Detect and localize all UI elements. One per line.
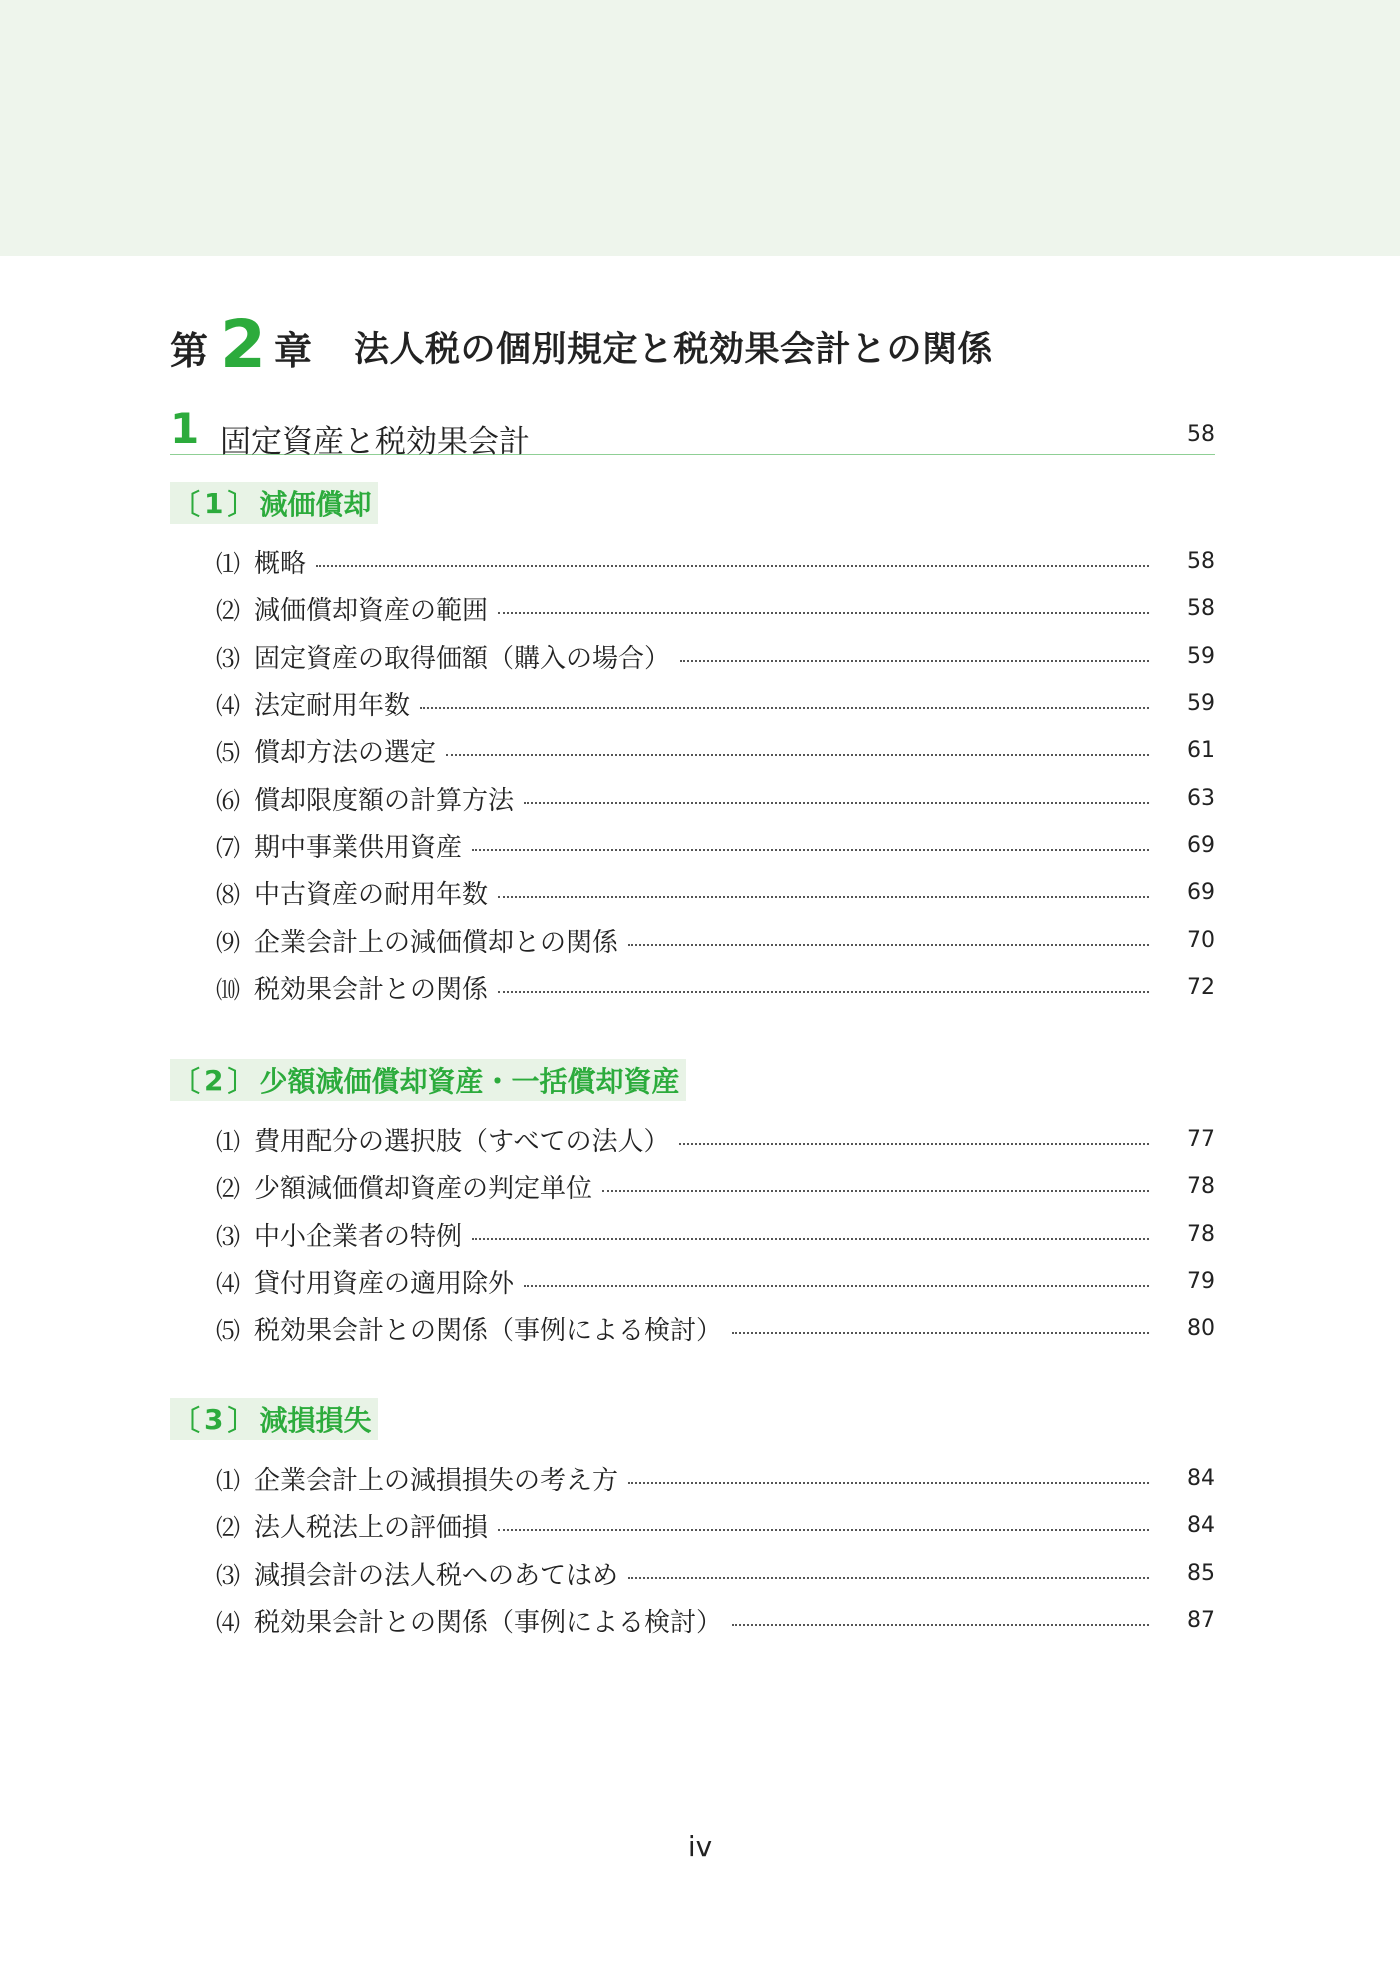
toc-item[interactable] [216, 1211, 1215, 1258]
toc-item-title: 法人税法上の評価損 [254, 1513, 489, 1544]
toc-item-number: ⑵ [216, 1514, 240, 1543]
toc-item-page: 69 [1187, 832, 1215, 858]
toc-item-page: 84 [1187, 1513, 1215, 1539]
toc-item-page: 87 [1187, 1608, 1215, 1634]
chapter-title: 法人税の個別規定と税効果会計との関係 [353, 330, 993, 370]
dot-leader [472, 1237, 1149, 1240]
toc-item-page: 84 [1187, 1466, 1215, 1492]
subsection-open-bracket: 〔 [172, 1404, 201, 1437]
toc-item-number: ⑶ [216, 1561, 240, 1590]
section-number: 1 [170, 404, 200, 453]
toc-item-title: 概略 [254, 549, 307, 580]
toc-item-page: 70 [1187, 927, 1215, 953]
toc-item[interactable] [216, 964, 1215, 1011]
toc-item-title: 企業会計上の減損損失の考え方 [254, 1466, 619, 1497]
toc-list [216, 1455, 1215, 1644]
toc-item-title: 税効果会計との関係（事例による検討） [254, 1316, 723, 1347]
toc-item-title: 費用配分の選択肢（すべての法人） [254, 1127, 670, 1158]
subsection-close-bracket: 〕 [227, 1065, 256, 1098]
dot-leader [628, 1576, 1149, 1579]
toc-item-page: 63 [1187, 785, 1215, 811]
toc-list [216, 1116, 1215, 1352]
toc-item-page: 61 [1187, 738, 1215, 764]
toc-item[interactable] [216, 869, 1215, 916]
dot-leader [498, 895, 1149, 898]
toc-item[interactable] [216, 1550, 1215, 1597]
subsection-heading[interactable] [170, 1059, 686, 1101]
section-page: 58 [1187, 422, 1215, 447]
subsection-title: 減価償却 [259, 488, 372, 521]
toc-item-number: ⑶ [216, 644, 240, 673]
toc-item-page: 69 [1187, 880, 1215, 906]
subsection-number: 3 [204, 1402, 224, 1436]
toc-item-number: ⑷ [216, 1609, 240, 1638]
toc-item-title: 法定耐用年数 [254, 691, 411, 722]
toc-item-title: 償却限度額の計算方法 [254, 785, 515, 816]
dot-leader [472, 848, 1149, 851]
dot-leader [628, 1481, 1149, 1484]
subsection-open-bracket: 〔 [172, 1065, 201, 1098]
dot-leader [524, 1284, 1149, 1287]
chapter-prefix: 第 [170, 328, 209, 373]
toc-item-number: ⑺ [216, 833, 240, 862]
toc-item-number: ⑴ [216, 1128, 240, 1157]
dot-leader [732, 1331, 1149, 1334]
toc-item-title: 中古資産の耐用年数 [254, 880, 489, 911]
dot-leader [732, 1623, 1149, 1626]
toc-item[interactable] [216, 727, 1215, 774]
toc-list [216, 538, 1215, 1011]
chapter-number: 2 [220, 306, 266, 383]
toc-item-title: 税効果会計との関係 [254, 974, 489, 1005]
toc-item-title: 固定資産の取得価額（購入の場合） [254, 643, 671, 674]
toc-item-title: 企業会計上の減価償却との関係 [254, 927, 619, 958]
toc-item-page: 80 [1187, 1316, 1215, 1342]
subsection-title: 少額減価償却資産・一括償却資産 [259, 1065, 680, 1098]
toc-item-title: 償却方法の選定 [254, 738, 437, 769]
dot-leader [680, 659, 1149, 662]
toc-item-number: ⑷ [216, 1270, 240, 1299]
toc-item[interactable] [216, 538, 1215, 585]
dot-leader [420, 706, 1149, 709]
page-number: iv [687, 1830, 713, 1863]
toc-item-title: 減価償却資産の範囲 [254, 596, 489, 627]
toc-item[interactable] [216, 633, 1215, 680]
toc-item-page: 85 [1187, 1560, 1215, 1586]
toc-item[interactable] [216, 916, 1215, 963]
chapter-suffix: 章 [273, 328, 312, 373]
toc-item-title: 貸付用資産の適用除外 [254, 1269, 515, 1300]
subsection-heading[interactable] [170, 1398, 378, 1440]
toc-item-title: 中小企業者の特例 [254, 1221, 463, 1252]
toc-item-title: 期中事業供用資産 [254, 832, 463, 863]
toc-item[interactable] [216, 1502, 1215, 1549]
toc-item[interactable] [216, 585, 1215, 632]
toc-item[interactable] [216, 1305, 1215, 1352]
toc-item[interactable] [216, 1116, 1215, 1163]
toc-item-page: 58 [1187, 549, 1215, 575]
toc-item-number: ⑴ [216, 1467, 240, 1496]
dot-leader [316, 564, 1149, 567]
dot-leader [524, 801, 1149, 804]
toc-item-page: 59 [1187, 643, 1215, 669]
toc-item-page: 77 [1187, 1127, 1215, 1153]
toc-item-title: 減損会計の法人税へのあてはめ [254, 1560, 619, 1591]
toc-item-number: ⑽ [216, 975, 240, 1004]
section-title: 固定資産と税効果会計 [220, 424, 530, 460]
dot-leader [498, 611, 1149, 614]
toc-item[interactable] [216, 1597, 1215, 1644]
toc-item[interactable] [216, 680, 1215, 727]
dot-leader [679, 1142, 1149, 1145]
toc-item-number: ⑸ [216, 1317, 240, 1346]
toc-item[interactable] [216, 1258, 1215, 1305]
toc-item-number: ⑶ [216, 1222, 240, 1251]
toc-item-title: 少額減価償却資産の判定単位 [254, 1174, 593, 1205]
toc-item-page: 79 [1187, 1269, 1215, 1295]
chapter-heading [170, 306, 993, 383]
toc-item[interactable] [216, 822, 1215, 869]
subsection-close-bracket: 〕 [227, 1404, 256, 1437]
toc-item-page: 72 [1187, 974, 1215, 1000]
subsection-number: 1 [204, 486, 224, 520]
dot-leader [628, 943, 1149, 946]
section-heading[interactable] [170, 404, 1215, 460]
toc-item-number: ⑼ [216, 928, 240, 957]
toc-item-number: ⑷ [216, 692, 240, 721]
subsection-open-bracket: 〔 [172, 488, 201, 521]
dot-leader [602, 1189, 1149, 1192]
subsection-number: 2 [204, 1063, 224, 1097]
toc-item-page: 78 [1187, 1174, 1215, 1200]
toc-item[interactable] [216, 1455, 1215, 1502]
toc-item-number: ⑹ [216, 786, 240, 815]
toc-item-page: 59 [1187, 691, 1215, 717]
toc-item-number: ⑵ [216, 1175, 240, 1204]
toc-item-number: ⑴ [216, 550, 240, 579]
dot-leader [498, 1528, 1149, 1531]
dot-leader [498, 990, 1149, 993]
toc-item[interactable] [216, 1163, 1215, 1210]
toc-item-page: 58 [1187, 596, 1215, 622]
subsection-close-bracket: 〕 [227, 488, 256, 521]
toc-item-page: 78 [1187, 1221, 1215, 1247]
subsection-title: 減損損失 [259, 1404, 372, 1437]
toc-item[interactable] [216, 774, 1215, 821]
toc-item-number: ⑵ [216, 597, 240, 626]
toc-item-title: 税効果会計との関係（事例による検討） [254, 1608, 723, 1639]
header-band [0, 0, 1400, 256]
dot-leader [446, 753, 1149, 756]
toc-item-number: ⑸ [216, 739, 240, 768]
subsection-heading[interactable] [170, 482, 378, 524]
toc-item-number: ⑻ [216, 881, 240, 910]
